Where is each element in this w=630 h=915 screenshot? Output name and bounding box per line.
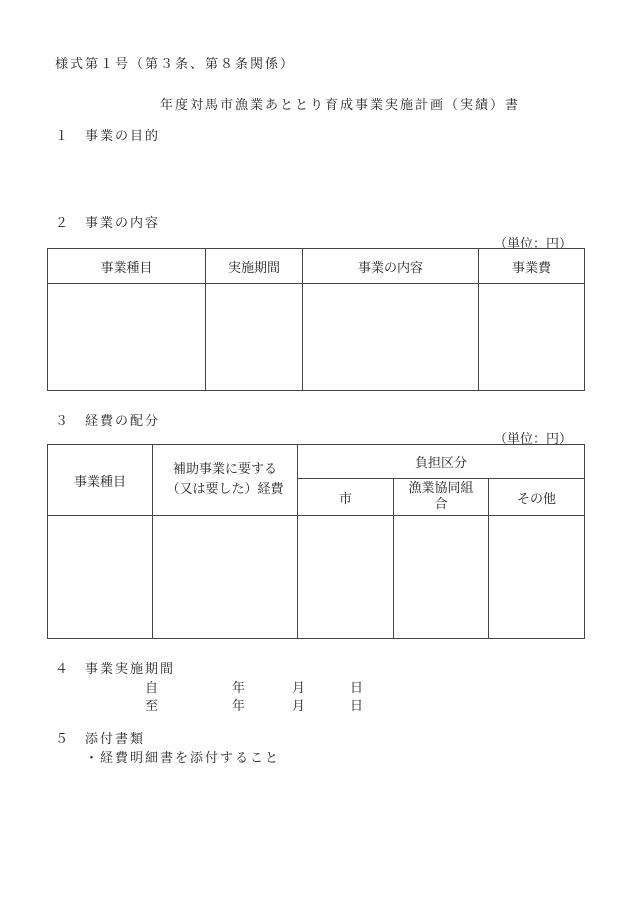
period-to-label: 至 — [145, 699, 159, 714]
table-cell[interactable] — [48, 284, 206, 391]
table-cell[interactable] — [298, 516, 394, 639]
section-4-heading: ４ 事業実施期間 — [55, 662, 176, 677]
table-cell[interactable] — [206, 284, 303, 391]
section-2-heading: ２ 事業の内容 — [55, 216, 161, 231]
document-title: 年度対馬市漁業あととり育成事業実施計画（実績）書 — [160, 98, 521, 113]
attachment-item: ・経費明細書を添付すること — [85, 751, 281, 766]
table-cell[interactable] — [48, 516, 153, 639]
section-3-unit: （単位：円） — [494, 432, 573, 447]
header-business-type: 事業種目 — [48, 445, 153, 516]
period-from-year: 年 — [232, 681, 246, 696]
period-to-month: 月 — [292, 699, 306, 714]
period-to-day: 日 — [350, 699, 364, 714]
header-content: 事業の内容 — [303, 249, 479, 284]
table-cell[interactable] — [489, 516, 585, 639]
header-period: 実施期間 — [206, 249, 303, 284]
form-number: 様式第１号（第３条、第８条関係） — [55, 57, 296, 72]
section-3-heading: ３ 経費の配分 — [55, 414, 161, 429]
period-from-month: 月 — [292, 681, 306, 696]
header-city: 市 — [298, 479, 394, 516]
cost-allocation-table — [47, 444, 585, 639]
table-cell[interactable] — [153, 516, 298, 639]
table-cell[interactable] — [303, 284, 479, 391]
section-1-heading: １ 事業の目的 — [55, 129, 161, 144]
section-2-unit: （単位：円） — [494, 237, 573, 252]
header-other: その他 — [489, 479, 585, 516]
header-business-type: 事業種目 — [48, 249, 206, 284]
table-cell[interactable] — [394, 516, 489, 639]
period-from-label: 自 — [145, 681, 159, 696]
table-cell[interactable] — [479, 284, 585, 391]
period-from-day: 日 — [350, 681, 364, 696]
header-subsidy-cost: 補助事業に要する（又は要した）経費 — [153, 445, 298, 516]
header-burden-share: 負担区分 — [298, 445, 585, 479]
business-content-table — [47, 248, 585, 391]
section-5-heading: ５ 添付書類 — [55, 732, 146, 747]
header-fishery-coop: 漁業協同組合 — [394, 479, 489, 516]
header-cost: 事業費 — [479, 249, 585, 284]
period-to-year: 年 — [232, 699, 246, 714]
